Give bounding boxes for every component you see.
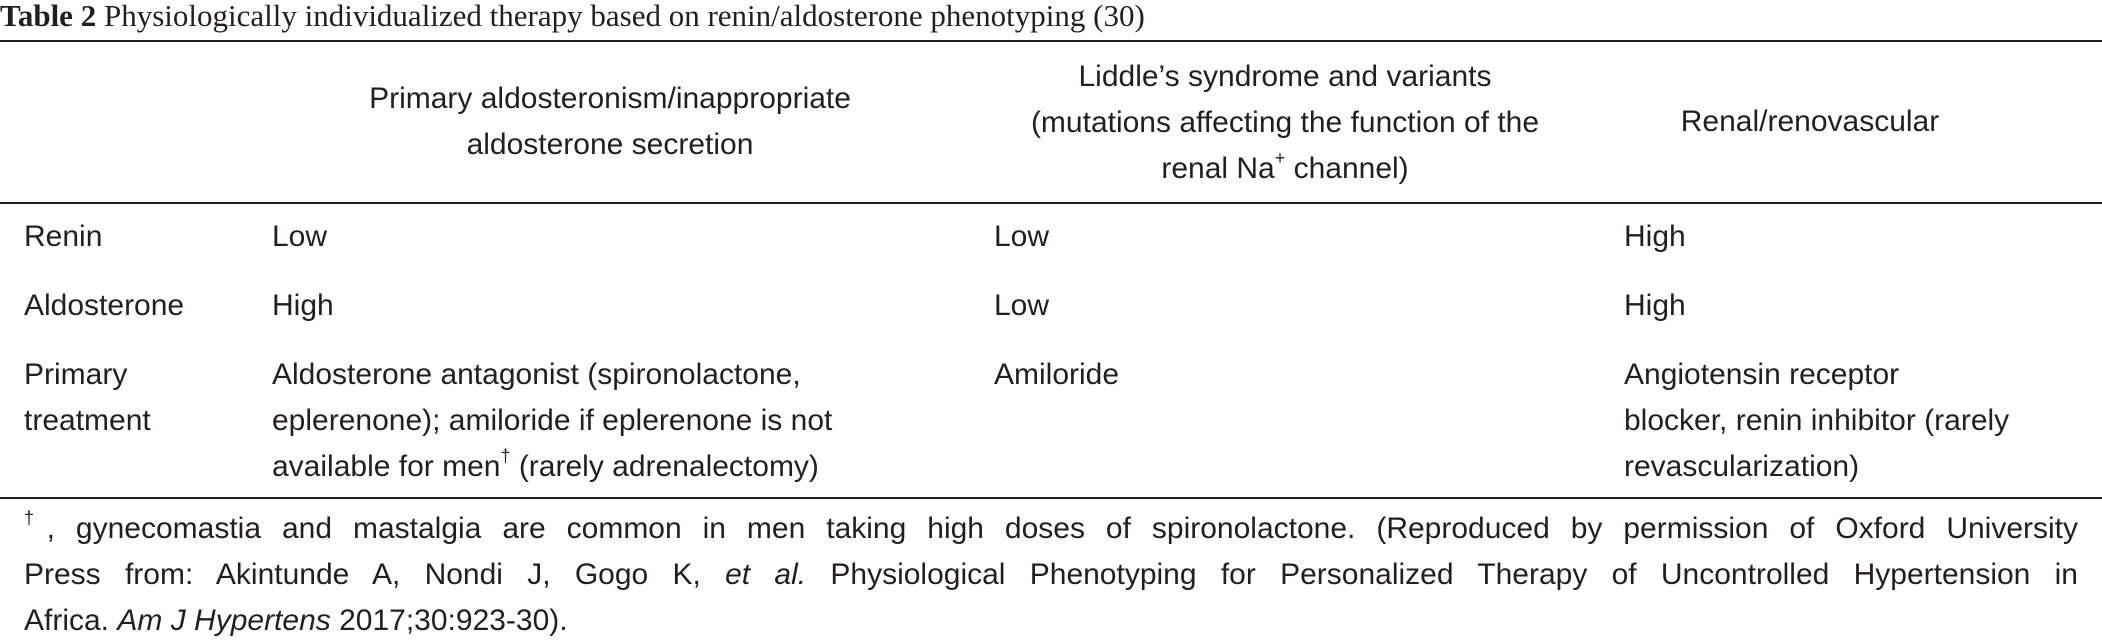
- cell-line: available for men: [272, 450, 501, 483]
- cell-line: Aldosterone antagonist (spironolactone,: [272, 358, 801, 391]
- cell-line: revascularization): [1624, 450, 1860, 483]
- header-line: renal Na: [1161, 152, 1275, 185]
- footnote-text: Africa.: [24, 604, 118, 637]
- label-line: treatment: [24, 404, 151, 437]
- footnote-journal: Am J Hypertens: [117, 604, 331, 637]
- caption-title: Physiologically individualized therapy based on renin/aldosterone phenotyping (30): [103, 0, 1145, 33]
- header-renal-renovascular: [1600, 99, 2020, 145]
- cell-line: eplerenone); amiloride if eplerenone is not: [272, 404, 833, 437]
- caption-label: Table 2: [0, 0, 97, 33]
- header-line: channel): [1285, 152, 1409, 185]
- top-rule: [0, 40, 2102, 42]
- cell-renin-primary: Low: [272, 220, 328, 253]
- row-label-primary-treatment: [24, 352, 151, 444]
- footnote-text: 2017;30:923-30).: [330, 604, 568, 637]
- cell-line: blocker, renin inhibitor (rarely: [1624, 404, 2010, 437]
- superscript-plus: +: [1274, 148, 1286, 168]
- header-line: (mutations affecting the function of the: [1030, 106, 1540, 139]
- footnote-line-3: [24, 598, 2078, 644]
- header-rule: [0, 202, 2102, 204]
- dagger-mark: †: [500, 446, 511, 466]
- cell-line: (rarely adrenalectomy): [510, 450, 819, 483]
- footnote-text: , gynecomastia and mastalgia are common in men taking high doses of spironolactone. (Reproduced by permission of Oxford University: [46, 512, 2079, 545]
- header-line: Renal/renovascular: [1680, 105, 1940, 138]
- cell-renin-renal: High: [1624, 220, 1686, 253]
- header-line: aldosterone secretion: [466, 128, 754, 161]
- footnote-dagger: †: [24, 508, 47, 528]
- row-label-renin: Renin: [24, 220, 103, 253]
- cell-treatment-primary: [272, 352, 832, 490]
- cell-aldosterone-liddle: Low: [994, 289, 1050, 322]
- cell-treatment-renal: [1624, 352, 2009, 490]
- footnote-text: Press from: Akintunde A, Nondi J, Gogo K,: [24, 558, 726, 591]
- label-line: Primary: [24, 358, 128, 391]
- table-caption: [0, 0, 2102, 40]
- footnote-italic: et al.: [725, 558, 807, 591]
- header-primary-aldosteronism: [240, 76, 980, 168]
- cell-treatment-liddle: Amiloride: [994, 358, 1120, 391]
- table-footnote: [24, 506, 2078, 644]
- footnote-line-1: [24, 506, 2078, 552]
- header-line: Primary aldosteronism/inappropriate: [369, 82, 851, 115]
- cell-renin-liddle: Low: [994, 220, 1050, 253]
- header-liddle-syndrome: [960, 54, 1610, 192]
- footnote-text: Physiological Phenotyping for Personalized Therapy of Uncontrolled Hypertension in: [806, 558, 2078, 591]
- cell-line: Angiotensin receptor: [1624, 358, 1900, 391]
- cell-aldosterone-primary: High: [272, 289, 334, 322]
- header-line: Liddle’s syndrome and variants: [1078, 60, 1492, 93]
- cell-aldosterone-renal: High: [1624, 289, 1686, 322]
- bottom-rule: [0, 497, 2102, 499]
- row-label-aldosterone: Aldosterone: [24, 289, 185, 322]
- footnote-line-2: [24, 552, 2078, 598]
